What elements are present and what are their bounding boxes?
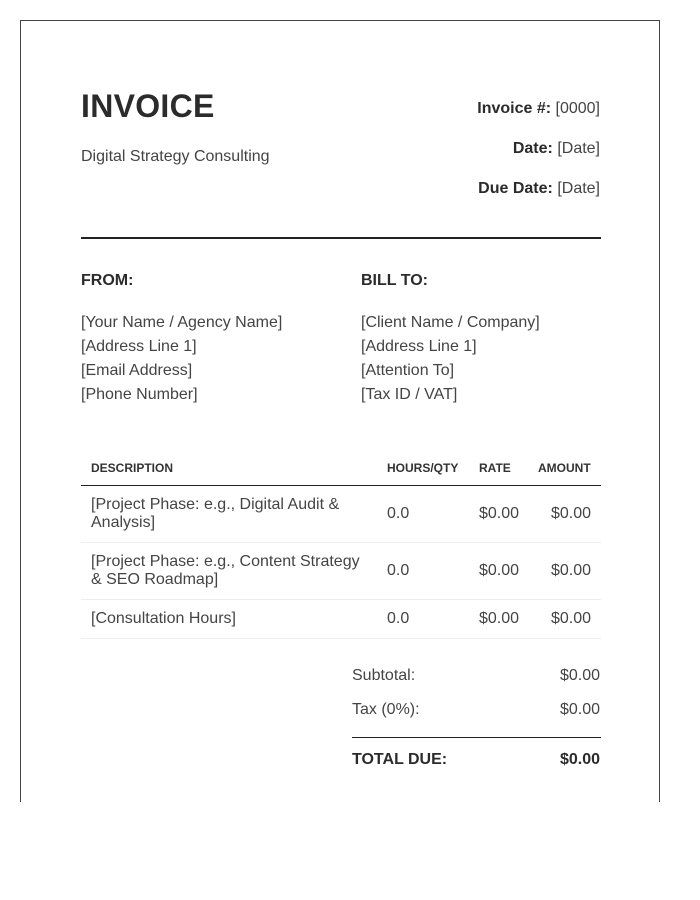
company-name: Digital Strategy Consulting <box>81 148 270 165</box>
bill-to-line: [Tax ID / VAT] <box>361 386 458 403</box>
from-heading: FROM: <box>81 272 134 289</box>
from-line: [Phone Number] <box>81 386 198 403</box>
invoice-number-value: [0000] <box>555 100 600 117</box>
bill-to-line: [Address Line 1] <box>361 338 477 355</box>
row-amount: $0.00 <box>550 562 591 579</box>
row-rate: $0.00 <box>479 562 520 579</box>
from-line: [Address Line 1] <box>81 338 197 355</box>
due-date-label: Due Date: <box>478 180 553 197</box>
from-address <box>81 311 282 407</box>
date-label: Date: <box>512 140 553 157</box>
row-description: [Project Phase: e.g., Content Strategy & SEO Roadmap] <box>91 553 360 588</box>
invoice-number-row <box>477 99 600 119</box>
invoice-title: INVOICE <box>81 88 215 124</box>
row-divider <box>81 638 601 639</box>
due-date-value: [Date] <box>557 180 600 197</box>
invoice-number-label: Invoice #: <box>477 100 552 117</box>
row-divider <box>81 599 601 600</box>
column-header-qty: HOURS/QTY <box>387 461 459 475</box>
row-amount: $0.00 <box>550 610 591 627</box>
row-divider <box>81 542 601 543</box>
subtotal-value: $0.00 <box>559 667 600 684</box>
bill-to-heading: BILL TO: <box>361 272 428 289</box>
bill-to-line: [Client Name / Company] <box>361 314 540 331</box>
row-rate: $0.00 <box>479 505 520 522</box>
invoice-sheet <box>20 20 660 802</box>
total-due-value: $0.00 <box>559 751 600 768</box>
tax-value: $0.00 <box>559 701 600 718</box>
table-header-divider <box>81 485 601 486</box>
header-divider <box>81 237 601 239</box>
bill-to-address <box>361 311 540 407</box>
total-due-label: TOTAL DUE: <box>352 751 448 768</box>
totals-divider <box>352 737 601 738</box>
tax-label: Tax (0%): <box>352 701 420 718</box>
from-line: [Email Address] <box>81 362 193 379</box>
row-qty: 0.0 <box>387 610 410 627</box>
row-qty: 0.0 <box>387 562 410 579</box>
row-qty: 0.0 <box>387 505 410 522</box>
row-rate: $0.00 <box>479 610 520 627</box>
due-date-row <box>478 179 600 199</box>
bill-to-line: [Attention To] <box>361 362 455 379</box>
date-value: [Date] <box>557 140 600 157</box>
column-header-rate: RATE <box>479 461 511 475</box>
subtotal-label: Subtotal: <box>352 667 416 684</box>
date-row <box>513 139 600 159</box>
row-description: [Project Phase: e.g., Digital Audit & Analysis] <box>91 496 340 531</box>
from-line: [Your Name / Agency Name] <box>81 314 283 331</box>
row-description: [Consultation Hours] <box>91 610 236 627</box>
column-header-amount: AMOUNT <box>538 461 591 475</box>
row-amount: $0.00 <box>550 505 591 522</box>
column-header-description: DESCRIPTION <box>91 461 174 475</box>
